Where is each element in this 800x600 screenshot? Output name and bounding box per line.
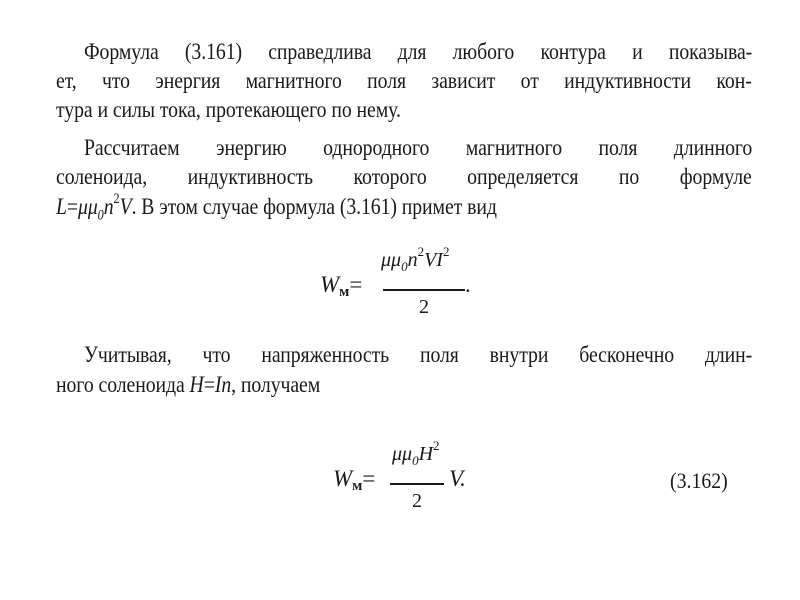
- formula-1-num-VI: VI: [424, 249, 443, 271]
- formula-2-W-sub: м: [352, 478, 363, 494]
- paragraph-2-line-3-rest: . В этом случае формула (3.161) примет вид: [131, 194, 497, 219]
- inline-formula-In: In: [214, 372, 232, 397]
- paragraph-1-line-1-word: любого: [452, 39, 515, 64]
- equation-number: (3.162): [670, 468, 728, 493]
- paragraph-1-line-1-word: показыва-: [668, 39, 753, 64]
- paragraph-3-line-1-word: бесконечно: [579, 342, 675, 367]
- paragraph-1-line-2-word: зависит: [431, 68, 496, 93]
- formula-1-num-n: n: [407, 249, 418, 271]
- inline-formula-V: V: [119, 194, 132, 219]
- paragraph-1-line-2-word: от: [520, 68, 539, 93]
- formula-2-denominator: 2: [412, 490, 422, 512]
- inline-formula-mu: μμ: [77, 194, 98, 219]
- paragraph-2-line-1-word: магнитного: [465, 135, 563, 160]
- formula-2-eq: =: [362, 466, 376, 491]
- paragraph-1-line-2-word: кон-: [716, 68, 752, 93]
- formula-1-num-n-sup: 2: [417, 244, 425, 260]
- inline-formula-eq: =: [66, 194, 78, 219]
- paragraph-2-line-1-word: длинного: [673, 135, 753, 160]
- paragraph-2-line-1-word: Рассчитаем: [84, 135, 180, 160]
- paragraph-3-line-1-word: поля: [419, 342, 459, 367]
- paragraph-3-line-2-end: , получаем: [231, 372, 321, 397]
- paragraph-1-line-1-word: контура: [540, 39, 606, 64]
- formula-1-num-I-sup: 2: [442, 244, 450, 260]
- paragraph-1-line-1-word: и: [632, 39, 643, 64]
- paragraph-2-line-1-word: поля: [598, 135, 638, 160]
- paragraph-2-line-2-word: которого: [353, 164, 427, 189]
- paragraph-1-line-2-word: магнитного: [245, 68, 342, 93]
- paragraph-2-line-2-word: по: [618, 164, 640, 189]
- paragraph-2-line-2-word: соленоида,: [56, 164, 148, 189]
- paragraph-1-line-1-word: справедлива: [268, 39, 372, 64]
- formula-2-W: W: [333, 466, 353, 491]
- inline-formula-n-sup: 2: [113, 191, 120, 208]
- paragraph-2-line-1-word: энергию: [216, 135, 287, 160]
- paragraph-1-line-2-word: индуктивности: [564, 68, 692, 93]
- formula-2-num-mu0-sub: 0: [412, 453, 419, 468]
- paragraph-3-line-1-word: внутри: [489, 342, 549, 367]
- inline-formula-H: H: [189, 372, 204, 397]
- paragraph-2-line-1-word: однородного: [323, 135, 430, 160]
- formula-2-num-H: H: [418, 443, 434, 465]
- paragraph-3-line-1-word: что: [202, 342, 231, 367]
- paragraph-2-line-2-word: индуктивность: [187, 164, 313, 189]
- paragraph-1-line-2-word: поля: [367, 68, 407, 93]
- formula-2-num-mu: μμ: [392, 443, 413, 465]
- paragraph-3-line-1-word: напряженность: [261, 342, 390, 367]
- formula-1-num-mu: μμ: [381, 249, 402, 271]
- paragraph-3-line-1-word: длин-: [704, 342, 753, 367]
- formula-1-num-mu0-sub: 0: [401, 259, 408, 274]
- paragraph-1-line-3: тура и силы тока, протекающего по нему.: [56, 97, 401, 122]
- paragraph-2-line-2-word: формуле: [679, 164, 752, 189]
- inline-formula-mu0-sub: 0: [97, 207, 104, 224]
- formula-2-V: V.: [449, 466, 466, 491]
- formula-1-eq: =: [349, 272, 363, 297]
- formula-1-W: W: [320, 272, 340, 297]
- paragraph-1-line-1-word: для: [397, 39, 427, 64]
- paragraph-1-line-2-word: энергия: [155, 68, 221, 93]
- paragraph-1-line-2-word: ет,: [56, 68, 77, 93]
- formula-1-trailing-period: .: [465, 272, 471, 297]
- paragraph-3-line-2-start: ного соленоида: [56, 372, 190, 397]
- inline-formula-n: n: [103, 194, 114, 219]
- formula-1-W-sub: м: [339, 284, 350, 300]
- paragraph-2-line-2-word: определяется: [467, 164, 579, 189]
- paragraph-3-line-1-word: Учитывая,: [84, 342, 172, 367]
- paragraph-1-line-2-word: что: [101, 68, 130, 93]
- formula-2-lhs: [333, 466, 375, 495]
- inline-formula-L: L: [56, 194, 67, 219]
- inline-formula-H-eq: =: [203, 372, 215, 397]
- formula-2-fraction-bar: [390, 483, 444, 485]
- formula-2-num-H-sup: 2: [433, 438, 440, 454]
- paragraph-1-line-1-word: (3.161): [184, 39, 242, 64]
- formula-2-numerator: [392, 438, 440, 468]
- paragraph-1-line-1-word: Формула: [84, 39, 159, 64]
- formula-1-denominator: 2: [419, 296, 429, 318]
